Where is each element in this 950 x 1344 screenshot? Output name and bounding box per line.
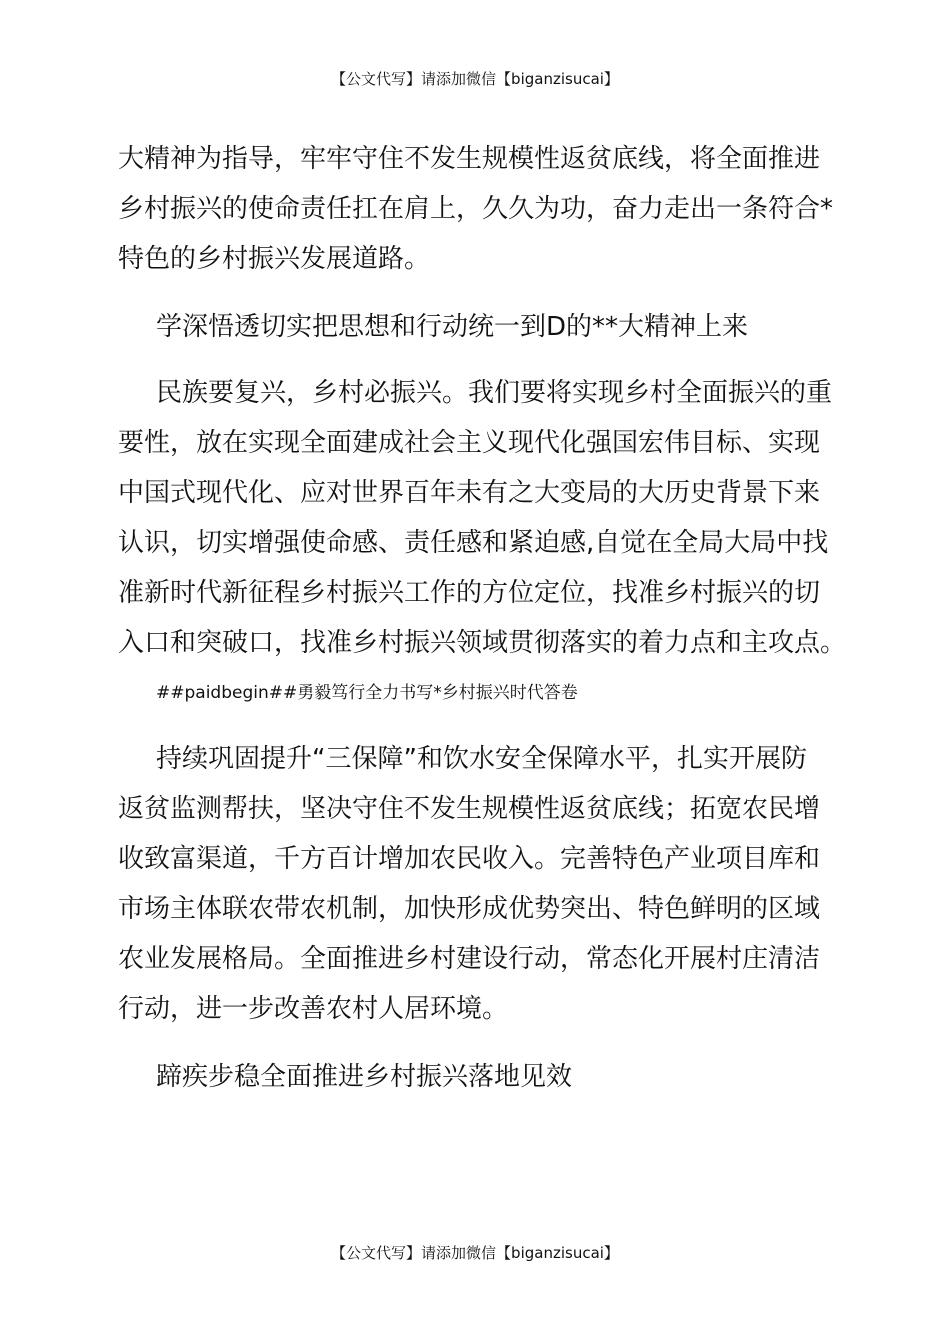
document-body: [118, 134, 847, 1102]
paragraph-line: 乡村振兴的使命责任扛在肩上，久久为功，奋力走出一条符合*: [118, 194, 834, 224]
paragraph-2: [118, 368, 847, 668]
paragraph-line: 民族要复兴，乡村必振兴。我们要将实现乡村全面振兴的重: [156, 378, 833, 408]
section-heading-3: [118, 1052, 830, 1102]
paragraph-line: 特色的乡村振兴发展道路。: [118, 244, 431, 274]
paragraph-line: 行动，进一步改善农村人居环境。: [118, 994, 509, 1024]
paragraph-line: 持续巩固提升“三保障”和饮水安全保障水平，扎实开展防: [156, 744, 807, 774]
paragraph-line: 农业发展格局。全面推进乡村建设行动，常态化开展村庄清洁: [118, 944, 821, 974]
paragraph-line: 准新时代新征程乡村振兴工作的方位定位，找准乡村振兴的切: [118, 578, 821, 608]
paragraph-line: 入口和突破口，找准乡村振兴领域贯彻落实的着力点和主攻点。: [118, 628, 847, 658]
paragraph-line: 要性，放在实现全面建成社会主义现代化强国宏伟目标、实现: [118, 428, 821, 458]
paragraph-line: 返贫监测帮扶，坚决守住不发生规模性返贫底线；拓宽农民增: [118, 794, 821, 824]
heading-text: 蹄疾步稳全面推进乡村振兴落地见效: [156, 1062, 573, 1092]
paragraph-line: 中国式现代化、应对世界百年未有之大变局的大历史背景下来: [118, 478, 821, 508]
page-footer: 【公文代写】请添加微信【biganzisucai】: [331, 1244, 619, 1262]
paragraph-line: 大精神为指导，牢牢守住不发生规模性返贫底线，将全面推进: [118, 144, 821, 174]
paragraph-3: [118, 734, 830, 1034]
paragraph-line: 市场主体联农带农机制，加快形成优势突出、特色鲜明的区域: [118, 894, 821, 924]
heading-text: 学深悟透切实把思想和行动统一到D的**大精神上来: [156, 312, 749, 342]
paragraph-line: 认识，切实增强使命感、责任感和紧迫感,自觉在全局大局中找: [118, 528, 829, 558]
section-heading-1: [118, 302, 830, 352]
section-heading-2: ##paidbegin##勇毅笃行全力书写*乡村振兴时代答卷: [156, 683, 578, 703]
paragraph-line: 收致富渠道，千方百计增加农民收入。完善特色产业项目库和: [118, 844, 821, 874]
page-header: 【公文代写】请添加微信【biganzisucai】: [331, 70, 619, 88]
paragraph-1: [118, 134, 834, 284]
